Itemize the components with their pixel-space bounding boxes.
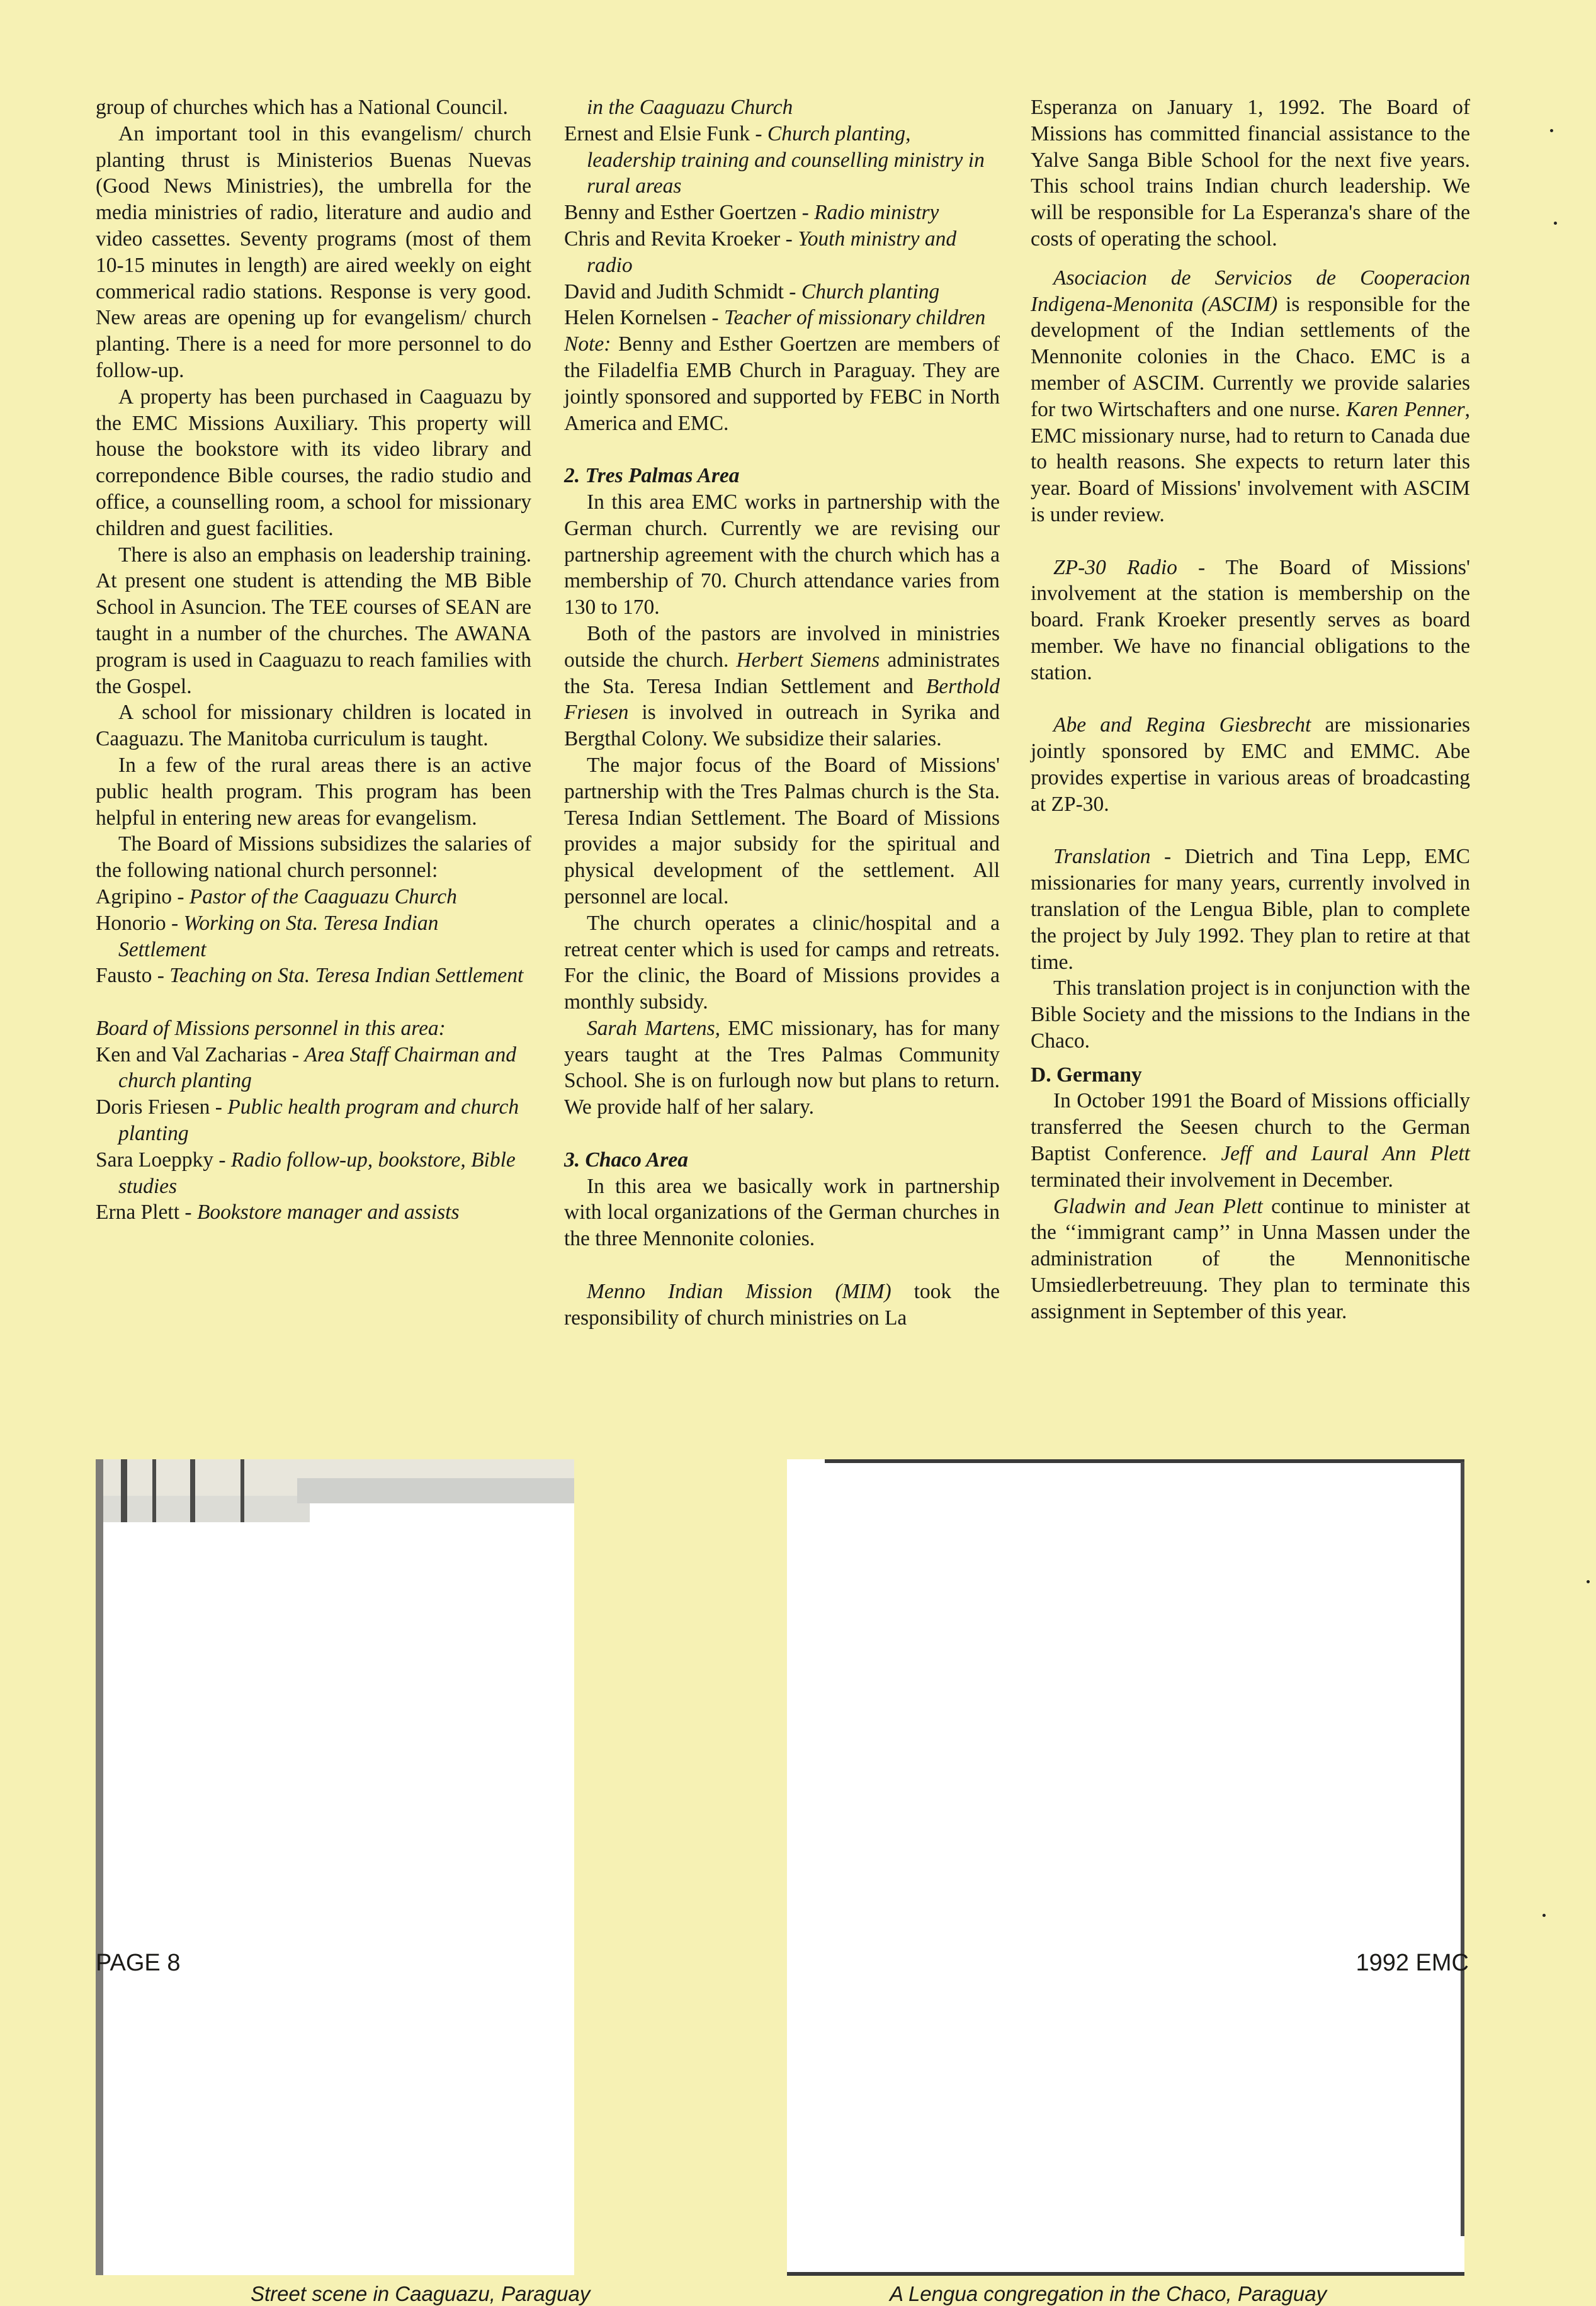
photo-detail: [297, 1478, 574, 1503]
staff-entry: Honorio - Working on Sta. Teresa Indian Settlement: [96, 911, 439, 961]
caption-right: A Lengua congregation in the Chaco, Paraguay: [890, 2282, 1327, 2305]
paragraph: A property has been purchased in Caaguazu by the EMC Missions Auxiliary. This property will house the bookstore with its video library and correpondence Bible courses, the radio studio and office, a counselling room, a school for missionary children and guest facilities.: [96, 385, 531, 540]
paragraph: Translation - Dietrich and Tina Lepp, EMC missionaries for many years, currently involved in translation of the Lengua Bible, plan to complete the project by July 1992. They plan to retire at that time.: [1031, 845, 1470, 974]
paragraph: In this area EMC works in partnership with the German church. Currently we are revising our partnership agreement with the church which has a membership of 70. Church attendance varies from 130 to 170.: [564, 490, 1000, 619]
note: Note: Benny and Esther Goertzen are members of the Filadelfia EMB Church in Paraguay. They are jointly sponsored and supported by FEBC in North America and EMC.: [564, 332, 1000, 435]
paragraph: In a few of the rural areas there is an active public health program. This program has been helpful in entering new areas for evangelism.: [96, 753, 531, 830]
column-1: [96, 94, 531, 1226]
staff-entry: Agripino - Pastor of the Caaguazu Church: [96, 885, 457, 908]
personnel-heading: Board of Missions personnel in this area:: [96, 1016, 446, 1040]
section-heading-germany: D. Germany: [1031, 1063, 1142, 1087]
page-number: PAGE 8: [96, 1950, 181, 1976]
paragraph: A school for missionary children is located in Caaguazu. The Manitoba curriculum is taught.: [96, 701, 531, 751]
paragraph: There is also an emphasis on leadership training. At present one student is attending the MB Bible School in Asuncion. The TEE courses of SEAN are taught in a number of the churches. The AWANA program is used in Caaguazu to reach families with the Gospel.: [96, 543, 531, 698]
continued-role: in the Caaguazu Church: [587, 96, 793, 119]
paragraph: In this area we basically work in partnership with local organizations of the German churches in the three Mennonite colonies.: [564, 1174, 1000, 1251]
personnel-entry: Doris Friesen - Public health program and church planting: [96, 1095, 519, 1146]
photo-detail: [241, 1459, 244, 1522]
photo-border: [787, 2272, 1464, 2276]
paragraph: Gladwin and Jean Plett continue to minister at the ‘‘immigrant camp’’ in Unna Massen under the administration of the Mennonitische Umsiedlerbetreuung. They plan to terminate this assignment in September of this year.: [1031, 1194, 1470, 1323]
paragraph: The church operates a clinic/hospital and a retreat center which is used for camps and retreats. For the clinic, the Board of Missions provides a monthly subsidy.: [564, 911, 1000, 1014]
paragraph: Asociacion de Servicios de Cooperacion Indigena-Menonita (ASCIM) is responsible for the development of the Indian settlements of the Mennonite colonies in the Chaco. EMC is a member of ASCIM. Currently we provide salaries for two Wirtschafters and one nurse. Karen Penner, EMC missionary nurse, had to return to Canada due to health reasons. She expects to return later this year. Board of Missions' involvement with ASCIM is under review.: [1031, 266, 1471, 526]
section-heading-chaco: 3. Chaco Area: [564, 1148, 688, 1172]
scan-speck: [1550, 129, 1553, 132]
publication-label: 1992 EMC: [1355, 1950, 1469, 1976]
scan-speck: [1542, 1914, 1546, 1917]
photo-edge: [96, 1459, 103, 2275]
personnel-entry: Ernest and Elsie Funk - Church planting, leadership training and counselling ministry in rural areas: [564, 122, 985, 198]
photo-street-scene: [96, 1459, 574, 2275]
personnel-entry: Chris and Revita Kroeker - Youth ministry and radio: [564, 227, 957, 277]
paragraph: Menno Indian Mission (MIM) took the responsibility of church ministries on La: [564, 1279, 1000, 1330]
section-heading-tres-palmas: 2. Tres Palmas Area: [564, 464, 740, 488]
paragraph: An important tool in this evangelism/ church planting thrust is Ministerios Buenas Nuevas (Good News Ministries), the umbrella for the media ministries of radio, literature and audio and video cassettes. Seventy programs (most of them 10-15 minutes in length) are aired weekly on eight commerical radio stations. Response is very good. New areas are opening up for evangelism/ church planting. There is a need for more personnel to do follow-up.: [96, 122, 531, 382]
personnel-entry: David and Judith Schmidt - Church planting: [564, 280, 940, 303]
paragraph: Abe and Regina Giesbrecht are missionaries jointly sponsored by EMC and EMMC. Abe provides expertise in various areas of broadcasting at ZP-30.: [1031, 713, 1471, 816]
scan-speck: [1554, 222, 1557, 225]
paragraph: In October 1991 the Board of Missions officially transferred the Seesen church to the German Baptist Conference. Jeff and Laural Ann Plett terminated their involvement in December.: [1031, 1089, 1470, 1192]
personnel-entry: Helen Kornelsen - Teacher of missionary children: [564, 306, 986, 330]
personnel-entry: Benny and Esther Goertzen - Radio ministry: [564, 201, 939, 225]
staff-entry: Fausto - Teaching on Sta. Teresa Indian Settlement: [96, 964, 524, 988]
personnel-entry: Erna Plett - Bookstore manager and assists: [96, 1201, 460, 1224]
personnel-entry: Ken and Val Zacharias - Area Staff Chairman and church planting: [96, 1043, 517, 1093]
photo-detail: [190, 1459, 195, 1522]
paragraph: Both of the pastors are involved in ministries outside the church. Herbert Siemens administrates the Sta. Teresa Indian Settlement and Berthold Friesen is involved in outreach in Syrika and Bergthal Colony. We subsidize their salaries.: [564, 621, 1000, 751]
personnel-entry: Sara Loeppky - Radio follow-up, bookstore, Bible studies: [96, 1148, 516, 1198]
paragraph: This translation project is in conjunction with the Bible Society and the missions to the Indians in the Chaco.: [1031, 976, 1470, 1053]
column-2: [564, 94, 1000, 1331]
caption-left: Street scene in Caaguazu, Paraguay: [251, 2282, 591, 2305]
paragraph: Sarah Martens, EMC missionary, has for many years taught at the Tres Palmas Community School. She is on furlough now but plans to return. We provide half of her salary.: [564, 1016, 1000, 1119]
paragraph: ZP-30 Radio - The Board of Missions' involvement at the station is membership on the board. Frank Kroeker presently serves as board member. We have no financial obligations to the station.: [1031, 555, 1470, 684]
paragraph: The Board of Missions subsidizes the salaries of the following national church personnel:: [96, 832, 531, 883]
paragraph: Esperanza on January 1, 1992. The Board of Missions has committed financial assistance to the Yalve Sanga Bible School for the next five years. This school trains Indian church leadership. We will be responsible for La Esperanza's share of the costs of operating the school.: [1031, 96, 1470, 251]
photo-lengua-congregation: [787, 1459, 1464, 2276]
photo-border: [1461, 1462, 1464, 2236]
photo-detail: [152, 1459, 156, 1522]
scan-speck: [1587, 1580, 1590, 1583]
column-3: [1031, 94, 1470, 1325]
photo-redacted-area: [103, 1522, 574, 2275]
paragraph: The major focus of the Board of Missions' partnership with the Tres Palmas church is the Sta. Teresa Indian Settlement. The Board of Missions provides a major subsidy for the spiritual and physical development of the settlement. All personnel are local.: [564, 753, 1000, 908]
photo-redacted-area: [310, 1503, 574, 1529]
photo-border: [825, 1459, 1464, 1463]
photo-detail: [121, 1459, 127, 1522]
paragraph: group of churches which has a National Council.: [96, 96, 508, 119]
